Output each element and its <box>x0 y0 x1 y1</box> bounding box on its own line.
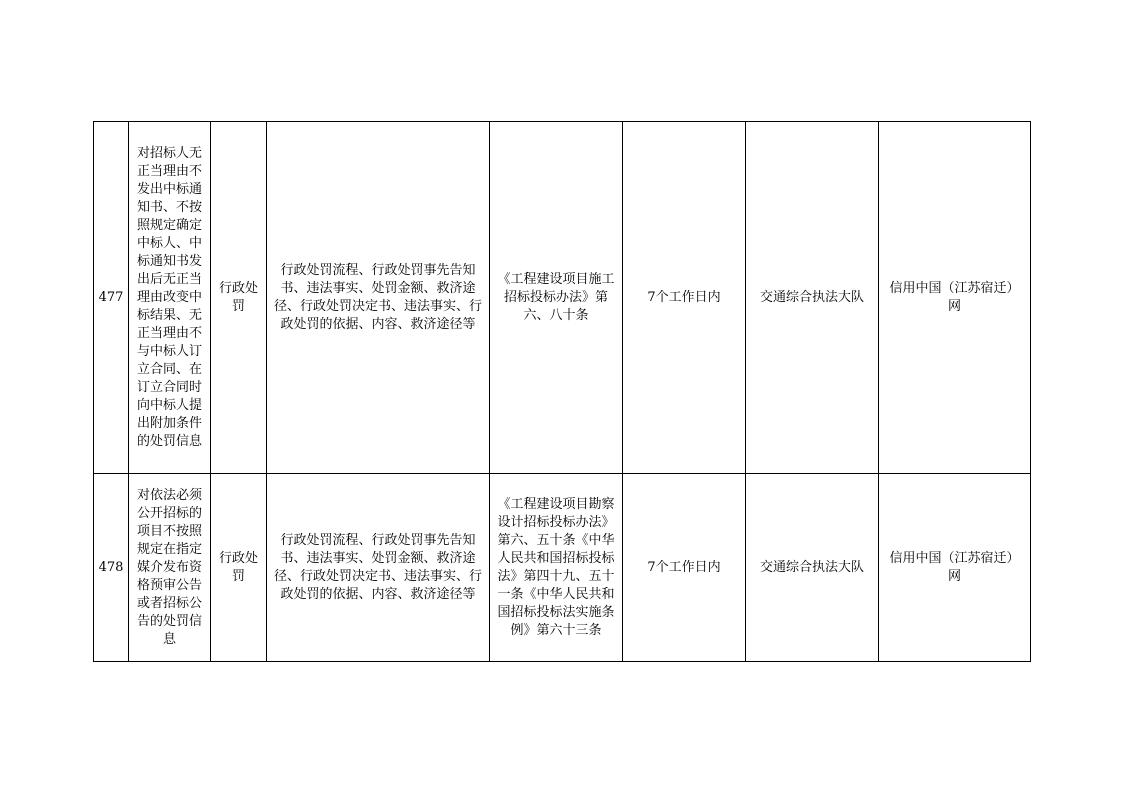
table-row <box>94 474 1031 662</box>
category: 行政处罚 <box>211 474 267 662</box>
deadline: 7个工作日内 <box>623 122 746 474</box>
channel: 信用中国（江苏宿迁）网 <box>879 474 1031 662</box>
channel: 信用中国（江苏宿迁）网 <box>879 122 1031 474</box>
department: 交通综合执法大队 <box>746 122 879 474</box>
deadline: 7个工作日内 <box>623 474 746 662</box>
disclosure-table <box>93 121 1031 662</box>
disclosure-content: 行政处罚流程、行政处罚事先告知书、违法事实、处罚金额、救济途径、行政处罚决定书、违法事实、行政处罚的依据、内容、救济途径等 <box>267 474 490 662</box>
row-number: 477 <box>94 122 129 474</box>
legal-basis: 《工程建设项目勘察设计招标投标办法》第六、五十条《中华人民共和国招标投标法》第四十九、五十一条《中华人民共和国招标投标法实施条例》第六十三条 <box>490 474 623 662</box>
row-number: 478 <box>94 474 129 662</box>
table-row <box>94 122 1031 474</box>
item-name: 对依法必须公开招标的项目不按照规定在指定媒介发布资格预审公告或者招标公告的处罚信息 <box>129 474 211 662</box>
disclosure-content: 行政处罚流程、行政处罚事先告知书、违法事实、处罚金额、救济途径、行政处罚决定书、违法事实、行政处罚的依据、内容、救济途径等 <box>267 122 490 474</box>
department: 交通综合执法大队 <box>746 474 879 662</box>
item-name: 对招标人无正当理由不发出中标通知书、不按照规定确定中标人、中标通知书发出后无正当理由改变中标结果、无正当理由不与中标人订立合同、在订立合同时向中标人提出附加条件的处罚信息 <box>129 122 211 474</box>
legal-basis: 《工程建设项目施工招标投标办法》第六、八十条 <box>490 122 623 474</box>
category: 行政处罚 <box>211 122 267 474</box>
